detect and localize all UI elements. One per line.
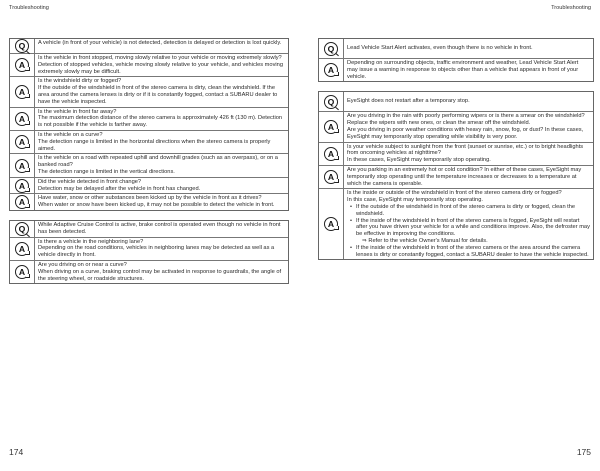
question-row [10,39,288,53]
answer-badge-icon: A [15,112,29,126]
answer-row [10,260,288,283]
right-column [318,38,594,269]
answer-badge-icon: A [15,265,29,279]
answer-check-text: Is the vehicle on a curve? [38,131,103,138]
question-text: While Adaptive Cruise Control is active, brake control is operated even though no vehicle in front has been detected. [38,221,281,235]
answer-check-text: Is your vehicle subject to sunlight from the front (sunset or sunrise, etc.) or to bright headlights from oncoming vehicles at nighttime? [347,143,584,157]
answer-detail-text: Detection of stopped vehicles, vehicle moving slowly relative to your vehicle, and vehicles moving extremely slowly may be difficult. [38,61,284,75]
answer-check-text: Are you driving on or near a curve? [38,261,127,268]
answer-row [10,193,288,210]
answer-detail-text: The maximum detection distance of the stereo camera is approximately 426 ft (130 m). Detection is not possible if the vehicle is farther away. [38,115,283,129]
running-header-left: Troubleshooting [9,5,49,11]
answer-badge-icon: A [324,63,338,77]
answer-badge-icon: A [324,147,338,161]
question-row [319,92,593,111]
answer-check-text: Are you driving in the rain with poorly performing wipers or is there a smear on the windshield? [347,113,585,120]
qa-group-brake-without-vehicle [9,220,289,284]
answer-detail-text: If the outside of the windshield in front of the stereo camera is dirty, clean the windshield. If the area around the camera lenses is dirty or if it is constantly fogged, contact a SUBARU dealer to have the vehicle inspected. [38,85,278,105]
page-number-left: 174 [9,447,24,457]
qa-group-lead-vehicle-alert [318,38,594,82]
qa-group-vehicle-not-detected [9,38,289,211]
bullet-item: • If the outside of the windshield in front of the stereo camera is dirty or fogged, clean the windshield. [347,204,590,218]
answer-row [10,130,288,153]
question-badge-icon: Q [15,39,29,53]
answer-badge-icon: A [15,159,29,173]
answer-detail-text: Replace the wipers with new ones, or clean the smear off the windshield. [347,120,531,127]
answer-detail-text: The detection range is limited in the horizontal directions when the stereo camera is properly aimed. [38,138,271,152]
answer-check-text: Is the vehicle in front far away? [38,108,117,115]
answer-badge-icon: A [324,217,338,231]
answer-badge-icon: A [324,120,338,134]
question-text: EyeSight does not restart after a temporary stop. [347,98,470,105]
question-row [10,221,288,237]
answer-row [319,142,593,165]
answer-row [10,76,288,106]
answer-badge-icon: A [15,58,29,72]
question-badge-icon: Q [324,42,338,56]
answer-badge-icon: A [324,170,338,184]
question-badge-icon: Q [324,95,338,109]
answer-row [10,53,288,76]
answer-check-text: Did the vehicle detected in front change? [38,178,142,185]
answer-row [319,111,593,141]
answer-detail-text: Are you parking in an extremely hot or cold condition? In either of these cases, EyeSight may temporarily stop operating until the temperature increases or decreases to a temperature at which the camera is operable. [347,166,582,187]
answer-row [10,237,288,260]
answer-badge-icon: A [15,195,29,209]
bullet-item: • If the inside of the windshield in front of the stereo camera or the area around the camera lenses is dirty or constantly fogged, contact a SUBARU dealer to have the vehicle inspected. [347,245,590,259]
qa-group-eyesight-not-restart [318,91,594,260]
answer-detail-text: In these cases, EyeSight may temporarily stop operating. [347,157,491,164]
answer-detail-text: Depending on surrounding objects, traffic environment and weather, Lead Vehicle Start Alert may issue a warning in response to objects other than a vehicle that appears in front of your vehicle. [347,60,579,80]
answer-badge-icon: A [15,242,29,256]
answer-check-text: Is there a vehicle in the neighboring lane? [38,238,144,245]
answer-check-text: Have water, snow or other substances been kicked up by the vehicle in front as it drives? [38,195,262,202]
answer-intro-text: In this case, EyeSight may temporarily stop operating. [347,197,483,204]
answer-detail-text: When driving on a curve, braking control may be activated in response to guardrails, the angle of the steering wheel, or roadside structures. [38,268,282,282]
answer-row [319,165,593,188]
answer-badge-icon: A [15,179,29,193]
question-text: A vehicle (in front of your vehicle) is not detected, detection is delayed or detection is lost quickly. [38,40,282,46]
page-number-right: 175 [576,447,591,457]
bullet-item: • If the inside of the windshield in front of the stereo camera is fogged, EyeSight will restart after you have driven your vehicle for a while and conditions improve. Also, the defroster may be effective in improving the conditions. [347,218,590,238]
answer-badge-icon: A [15,85,29,99]
answer-detail-text: Are you driving in poor weather conditions with heavy rain, snow, fog, or dust? In these cases, EyeSight may temporarily stop operating while visibility is very poor. [347,126,584,140]
answer-check-text: Is the windshield dirty or fogged? [38,78,122,85]
answer-detail-text: The detection range is limited in the vertical directions. [38,168,175,175]
answer-detail-text: When water or snow have been kicked up, it may not be possible to detect the vehicle in front. [38,202,275,209]
answer-row [10,107,288,130]
question-badge-icon: Q [15,222,29,236]
question-text: Lead Vehicle Start Alert activates, even though there is no vehicle in front. [347,45,533,52]
answer-row [319,188,593,259]
answer-row [319,58,593,81]
left-column [9,38,289,293]
question-row [319,39,593,58]
answer-row [10,177,288,194]
answer-detail-text: Depending on the road conditions, vehicles in neighboring lanes may be detected as well as a vehicle directly in front. [38,245,275,259]
owners-manual-reference: ⇒ Refer to the vehicle Owner's Manual for details. [362,237,488,244]
answer-detail-text: Detection may be delayed after the vehicle in front has changed. [38,185,201,192]
answer-check-text: Is the vehicle in front stopped, moving slowly relative to your vehicle or moving extremely slowly? [38,55,282,61]
answer-check-text: Is the vehicle on a road with repeated uphill and downhill grades (such as an overpass), or on a banked road? [38,155,278,169]
answer-check-text: Is the inside or outside of the windshield in front of the stereo camera dirty or fogged? [347,190,562,197]
answer-badge-icon: A [15,135,29,149]
answer-row [10,153,288,176]
running-header-right: Troubleshooting [551,5,591,11]
